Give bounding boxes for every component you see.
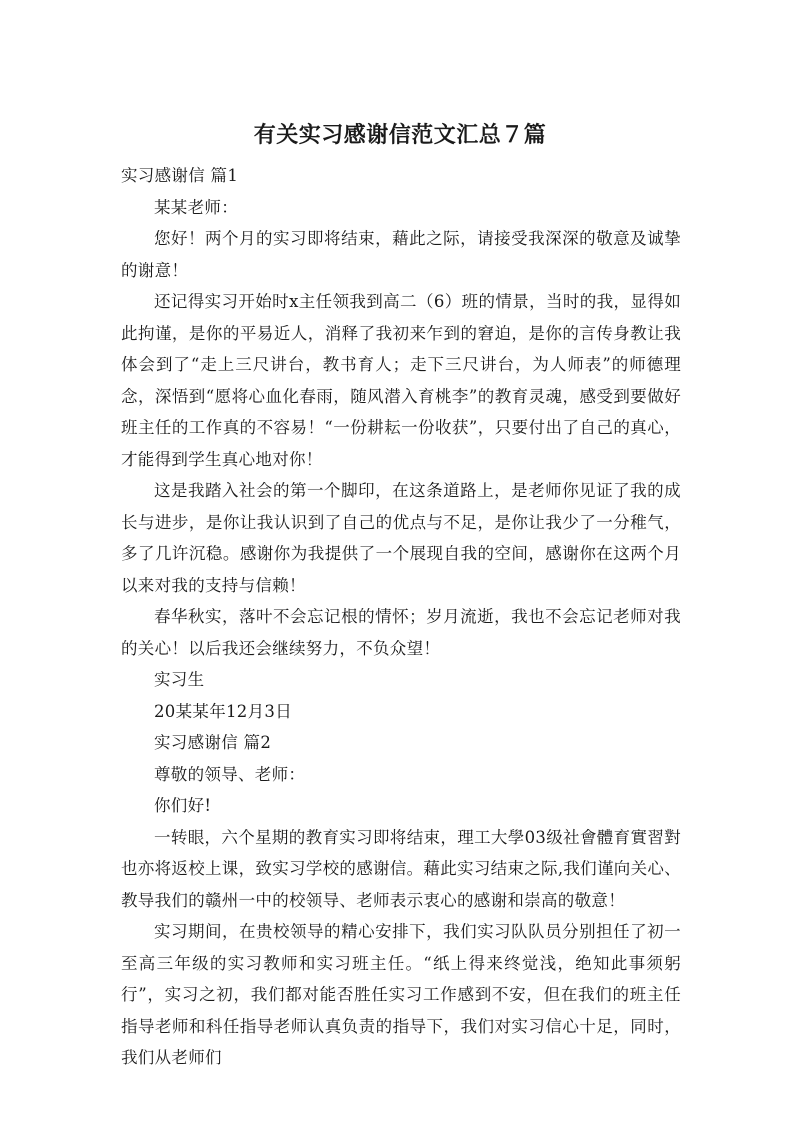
document-body	[121, 160, 681, 1074]
document-title: 有关实习感谢信范文汇总７篇	[253, 123, 547, 148]
paragraph: 实习期间，在贵校领导的精心安排下，我们实习队队员分别担任了初一至高三年级的实习教师和实习班主任。“纸上得来终觉浅，绝知此事须躬行”，实习之初，我们都对能否胜任实习工作感到不安，但在我们的班主任指导老师和科任指导老师认真负责的指导下，我们对实习信心十足，同时，我们从老师们	[121, 922, 681, 1067]
greeting: 你们好!	[154, 796, 212, 815]
section-heading: 实习感谢信 篇2	[154, 733, 272, 752]
paragraph: 您好！两个月的实习即将结束，藉此之际，请接受我深深的敬意及诚挚的谢意！	[121, 229, 681, 280]
section-heading: 实习感谢信 篇1	[121, 166, 239, 185]
paragraph: 还记得实习开始时x主任领我到高二（6）班的情景，当时的我，显得如此拘谨，是你的平易近人，消释了我初来乍到的窘迫，是你的言传身教让我体会到了“走上三尺讲台，教书育人；走下三尺讲台，为人师表”的师德理念，深悟到“愿将心血化春雨，随风潜入育桃李”的教育灵魂，感受到要做好班主任的工作真的不容易！“一份耕耘一份收获”，只要付出了自己的真心，才能得到学生真心地对你！	[121, 292, 681, 469]
paragraph: 一转眼，六个星期的教育实习即将结束，理工大學03级社會體育實習對也亦将返校上课，致实习学校的感谢信。藉此实习结束之际,我们谨向关心、教导我们的赣州一中的校领导、老师表示衷心的感谢和崇高的敬意！	[121, 827, 681, 910]
paragraph: 这是我踏入社会的第一个脚印，在这条道路上，是老师你见证了我的成长与进步，是你让我认识到了自己的优点与不足，是你让我少了一分稚气，多了几许沉稳。感谢你为我提供了一个展现自我的空间，感谢你在这两个月以来对我的支持与信赖！	[121, 481, 681, 595]
date: 20某某年12月3日	[154, 701, 292, 721]
paragraph: 春华秋实，落叶不会忘记根的情怀；岁月流逝，我也不会忘记老师对我的关心！以后我还会继续努力，不负众望！	[121, 607, 681, 658]
salutation: 某某老师：	[154, 197, 238, 217]
signature: 实习生	[154, 670, 205, 689]
salutation: 尊敬的领导、老师：	[154, 764, 306, 784]
